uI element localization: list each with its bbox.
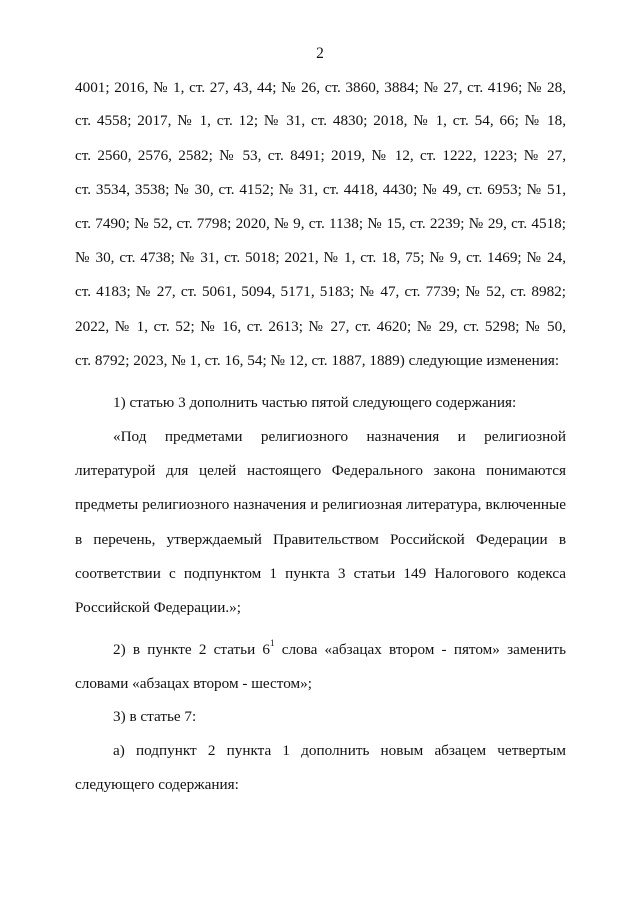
item-2-text-end: слова «абзацах втором - пятом» заменить	[274, 641, 566, 658]
quote-line: соответствии с подпунктом 1 пункта 3 статьи 149 Налогового кодекса	[75, 565, 566, 582]
quote-line: «Под предметами религиозного назначения и религиозной	[113, 428, 566, 445]
paragraph-line: ст. 7490; № 52, ст. 7798; 2020, № 9, ст. 1138; № 15, ст. 2239; № 29, ст. 4518;	[75, 215, 566, 232]
superscript: 1	[270, 637, 275, 648]
item-1-text: 1) статью 3 дополнить частью пятой следующего содержания:	[113, 394, 517, 411]
paragraph-line: ст. 8792; 2023, № 1, ст. 16, 54; № 12, ст. 1887, 1889) следующие изменения:	[75, 352, 560, 369]
page-number: 2	[316, 45, 324, 62]
quote-line: Российской Федерации.»;	[75, 599, 241, 616]
item-2-line	[113, 637, 566, 660]
quote-line: предметы религиозного назначения и религиозная литература, включенные	[75, 496, 566, 513]
quote-line: в перечень, утверждаемый Правительством Российской Федерации в	[75, 531, 566, 548]
paragraph-line: № 30, ст. 4738; № 31, ст. 5018; 2021, № 1, ст. 18, 75; № 9, ст. 1469; № 24,	[75, 249, 566, 266]
item-2-line: словами «абзацах втором - шестом»;	[75, 675, 312, 692]
paragraph-line: 4001; 2016, № 1, ст. 27, 43, 44; № 26, ст. 3860, 3884; № 27, ст. 4196; № 28,	[75, 79, 566, 96]
paragraph-line: ст. 2560, 2576, 2582; № 53, ст. 8491; 2019, № 12, ст. 1222, 1223; № 27,	[75, 147, 566, 164]
paragraph-line: 2022, № 1, ст. 52; № 16, ст. 2613; № 27, ст. 4620; № 29, ст. 5298; № 50,	[75, 318, 566, 335]
item-2-text-start: 2) в пункте 2 статьи 6	[113, 641, 271, 658]
quote-line: литературой для целей настоящего Федерального закона понимаются	[75, 462, 566, 479]
paragraph-line: ст. 4558; 2017, № 1, ст. 12; № 31, ст. 4830; 2018, № 1, ст. 54, 66; № 18,	[75, 112, 566, 129]
item-3-text: 3) в статье 7:	[113, 708, 197, 725]
item-3a-line: следующего содержания:	[75, 776, 239, 793]
paragraph-line: ст. 3534, 3538; № 30, ст. 4152; № 31, ст. 4418, 4430; № 49, ст. 6953; № 51,	[75, 181, 566, 198]
item-3a-line: а) подпункт 2 пункта 1 дополнить новым абзацем четвертым	[113, 742, 566, 759]
paragraph-line: ст. 4183; № 27, ст. 5061, 5094, 5171, 5183; № 47, ст. 7739; № 52, ст. 8982;	[75, 283, 566, 300]
